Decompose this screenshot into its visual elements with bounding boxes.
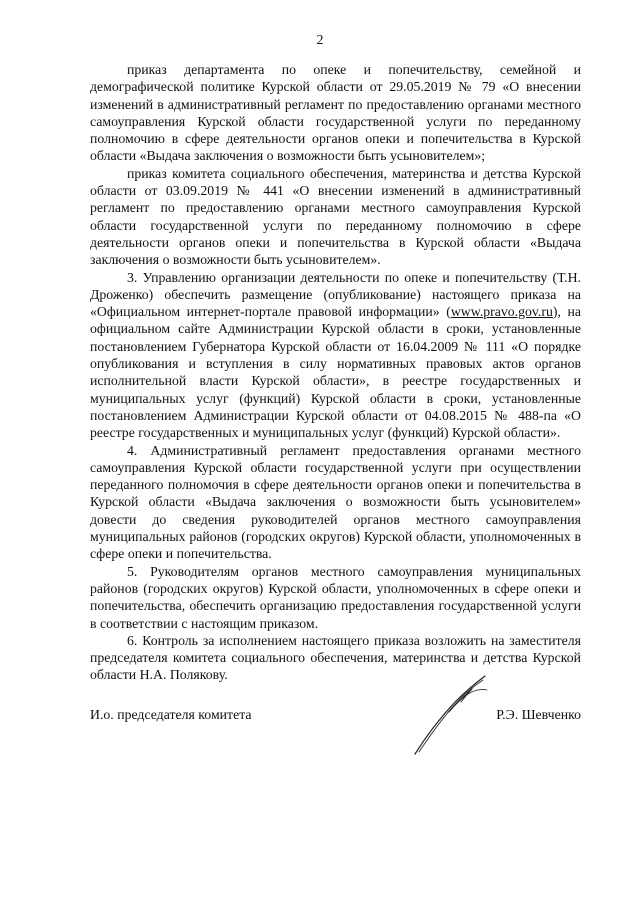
signature-block xyxy=(90,707,581,727)
paragraph-publication xyxy=(90,269,581,442)
paragraph-publication-before: 3. Управлению организации деятельности по опеке и попечительству (Т.Н. Дроженко) обеспечить размещение (опубликование) настоящего приказа на «Официальном интернет-портале правовой информации» ( xyxy=(90,269,581,320)
paragraph-publication-after: ), на официальном сайте Администрации Курской области в сроки, установленные постановлением Губернатора Курской области от 16.04.2009 № 111 «О порядке опубликования и вступления в силу нормативных правовых актов органов исполнительной власти Курской области», в реестре государственных и муниципальных услуг (функций) Курской области в сроки, установленные постановлением Администрации Курской области от 04.08.2015 № 488-па «О реестре государственных и муниципальных услуг (функций) Курской области». xyxy=(90,304,581,441)
paragraph-municipal-heads: 5. Руководителям органов местного самоуправления муниципальных районов (городских округов) Курской области, уполномоченных в сфере опеки и попечительства, обеспечить организацию предоставления государственной услуги в соответствии с настоящим приказом. xyxy=(90,563,581,631)
paragraph-order-441: приказ комитета социального обеспечения, материнства и детства Курской области от 03.09.2019 № 441 «О внесении изменений в административный регламент по предоставлению органами местного самоуправления Курской области государственной услуги по переданному полномочию в сфере деятельности органов опеки и попечительства в Курской области «Выдача заключения о возможности быть усыновителем». xyxy=(90,165,581,268)
pravo-gov-link[interactable]: www.pravo.gov.ru xyxy=(450,304,553,320)
paragraph-regulation-notice: 4. Административный регламент предоставления органами местного самоуправления Курской области государственной услуги при осуществлении переданного полномочия в сфере деятельности органов опеки и попечительства в Курской области «Выдача заключения о возможности быть усыновителем» довести до сведения руководителей органов местного самоуправления муниципальных районов (городских округов) Курской области, уполномоченных в сфере опеки и попечительства. xyxy=(90,442,581,562)
document-body xyxy=(90,61,581,684)
paragraph-order-79: приказ департамента по опеке и попечительству, семейной и демографической политике Курской области от 29.05.2019 № 79 «О внесении изменений в административный регламент по предоставлению органами местного самоуправления Курской области государственной услуги по переданному полномочию в сфере деятельности органов опеки и попечительства в Курской области «Выдача заключения о возможности быть усыновителем»; xyxy=(90,62,581,164)
signatory-name: Р.Э. Шевченко xyxy=(496,707,581,722)
signatory-title: И.о. председателя комитета xyxy=(90,707,252,722)
page-number: 2 xyxy=(316,33,324,48)
paragraph-control: 6. Контроль за исполнением настоящего приказа возложить на заместителя председателя комитета социального обеспечения, материнства и детства Курской области Н.А. Полякову. xyxy=(90,632,581,683)
